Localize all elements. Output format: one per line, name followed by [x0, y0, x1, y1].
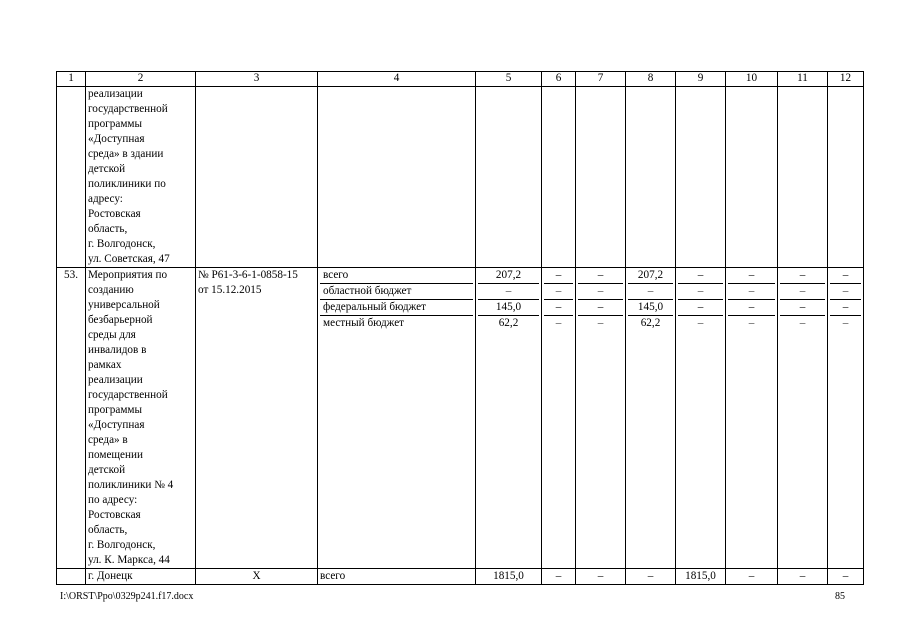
value-cell: – — [726, 569, 778, 585]
value: – — [830, 300, 861, 316]
header-cell: 7 — [576, 72, 626, 87]
value-cell: 1815,0 — [676, 569, 726, 585]
value: – — [555, 317, 562, 329]
value: – — [544, 268, 573, 284]
value: – — [597, 317, 604, 329]
value-cell — [576, 87, 626, 268]
value: – — [678, 284, 723, 300]
value: – — [748, 317, 755, 329]
value: – — [799, 317, 806, 329]
value-cell: – — [626, 569, 676, 585]
value: – — [830, 284, 861, 300]
table-row-continuation — [57, 87, 864, 268]
header-cell: 9 — [676, 72, 726, 87]
value: 145,0 — [628, 300, 673, 316]
value: – — [478, 284, 539, 300]
value-cell: – — [576, 569, 626, 585]
description-cell: г. Донецк — [86, 569, 196, 585]
value: – — [728, 268, 775, 284]
value: – — [578, 268, 623, 284]
header-cell: 1 — [57, 72, 86, 87]
value-cell: 1815,0 — [476, 569, 542, 585]
value-cell — [676, 87, 726, 268]
value: – — [780, 284, 825, 300]
col8-cell — [626, 268, 676, 569]
table-row-donetsk — [57, 569, 864, 585]
funding-cell — [318, 87, 476, 268]
value-cell: – — [542, 569, 576, 585]
col9-cell — [676, 268, 726, 569]
row-number-cell: 53. — [57, 268, 86, 569]
value: 145,0 — [478, 300, 539, 316]
col10-cell — [726, 268, 778, 569]
funding-source-local: местный бюджет — [323, 317, 405, 329]
value: – — [544, 284, 573, 300]
value: 207,2 — [628, 268, 673, 284]
value-cell: – — [778, 569, 828, 585]
value: – — [842, 317, 849, 329]
value: – — [678, 300, 723, 316]
value: – — [728, 284, 775, 300]
doc-cell — [196, 87, 318, 268]
col12-cell — [828, 268, 864, 569]
value: 207,2 — [478, 268, 539, 284]
header-row — [57, 72, 864, 87]
funding-cell — [318, 268, 476, 569]
funding-source-regional: областной бюджет — [320, 284, 473, 300]
header-cell: 4 — [318, 72, 476, 87]
value-cell — [542, 87, 576, 268]
value: – — [678, 268, 723, 284]
funding-source-federal: федеральный бюджет — [320, 300, 473, 316]
budget-table — [56, 71, 864, 585]
footer-file-path: I:\ORST\Ppo\0329p241.f17.docx — [60, 591, 194, 602]
doc-cell: № Р61-3-6-1-0858-15 от 15.12.2015 — [196, 268, 318, 569]
value-cell — [778, 87, 828, 268]
value: – — [628, 284, 673, 300]
description-cell: Мероприятия по созданию универсальной безбарьерной среды для инвалидов в рамках реализации государственной программы «Доступная среда» в помещении детской поликлиники № 4 по адресу: Ростовская область, г. Волгодонск, ул. К. Маркса, 44 — [86, 268, 196, 569]
value: 62,2 — [640, 317, 661, 329]
value: – — [578, 284, 623, 300]
value: – — [780, 268, 825, 284]
header-cell: 2 — [86, 72, 196, 87]
header-cell: 6 — [542, 72, 576, 87]
col5-cell — [476, 268, 542, 569]
col7-cell — [576, 268, 626, 569]
header-cell: 10 — [726, 72, 778, 87]
value: – — [697, 317, 704, 329]
value-cell: – — [828, 569, 864, 585]
description-cell: реализации государственной программы «Доступная среда» в здании детской поликлиники по адресу: Ростовская область, г. Волгодонск, ул. Советская, 47 — [86, 87, 196, 268]
header-cell: 12 — [828, 72, 864, 87]
table-row-53 — [57, 268, 864, 569]
value: – — [830, 268, 861, 284]
value: – — [544, 300, 573, 316]
row-number-cell — [57, 87, 86, 268]
value-cell — [476, 87, 542, 268]
header-cell: 5 — [476, 72, 542, 87]
header-cell: 8 — [626, 72, 676, 87]
col11-cell — [778, 268, 828, 569]
header-cell: 3 — [196, 72, 318, 87]
funding-cell: всего — [318, 569, 476, 585]
value-cell — [828, 87, 864, 268]
value: 62,2 — [498, 317, 519, 329]
row-number-cell — [57, 569, 86, 585]
col6-cell — [542, 268, 576, 569]
header-cell: 11 — [778, 72, 828, 87]
funding-source-total: всего — [320, 268, 473, 284]
value: – — [780, 300, 825, 316]
value-cell — [726, 87, 778, 268]
footer-page-number: 85 — [835, 591, 845, 602]
value: – — [728, 300, 775, 316]
value: – — [578, 300, 623, 316]
doc-cell: Х — [196, 569, 318, 585]
value-cell — [626, 87, 676, 268]
